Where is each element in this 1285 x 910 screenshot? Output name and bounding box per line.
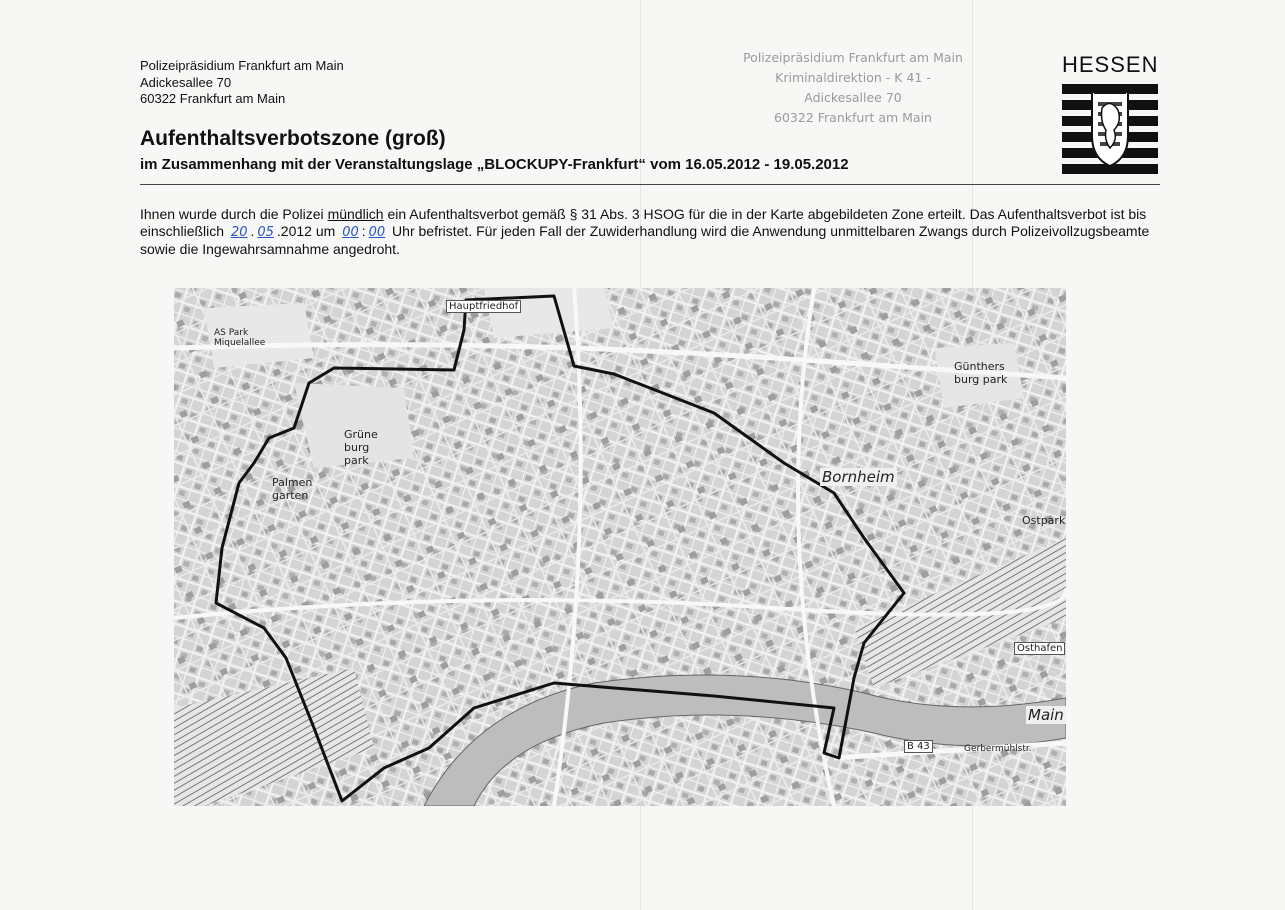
sender-address — [140, 58, 344, 108]
header-divider — [140, 184, 1160, 185]
map-label-b43: B 43 — [904, 740, 933, 753]
stamp-line-2: Kriminaldirektion - K 41 - — [775, 70, 931, 85]
map-label-bornheim: Bornheim — [822, 468, 895, 486]
sender-line-1: Polizeipräsidium Frankfurt am Main — [140, 58, 344, 73]
map-graphic — [174, 288, 1066, 806]
map-label-palmengarten: Palmen garten — [272, 476, 313, 502]
map-label-guenthersburg: Günthers burg park — [954, 360, 1008, 386]
handwritten-hour: 00 — [342, 225, 359, 240]
map-label-osthafen: Osthafen — [1014, 642, 1065, 655]
logo-text: HESSEN — [1062, 52, 1159, 77]
zone-map — [174, 288, 1066, 806]
sender-line-3: 60322 Frankfurt am Main — [140, 91, 286, 106]
time-separator: : — [361, 223, 366, 239]
page-title: Aufenthaltsverbotszone (groß) — [140, 127, 446, 150]
hessen-logo — [1062, 52, 1158, 181]
stamp-line-3: Adickesallee 70 — [804, 90, 902, 105]
page-subtitle: im Zusammenhang mit der Veranstaltungslage „BLOCKUPY-Frankfurt“ vom 16.05.2012 - 19.05.2012 — [140, 156, 849, 173]
sender-line-2: Adickesallee 70 — [140, 74, 232, 90]
handwritten-minute: 00 — [368, 225, 386, 240]
map-label-park: AS Park Miquelallee — [214, 328, 266, 348]
map-label-gerbermuehle: Gerbermühlstr. — [964, 744, 1032, 754]
handwritten-month: 05 — [257, 225, 274, 240]
map-label-ostpark: Ostpark — [1022, 514, 1066, 527]
notice-underlined-word: mündlich — [327, 206, 384, 222]
handwritten-day: 20 — [230, 225, 248, 240]
notice-part-1: Ihnen wurde durch die Polizei — [140, 206, 328, 222]
office-stamp — [708, 48, 998, 128]
notice-part-4: Uhr befristet. Für jeden Fall der Zuwiderhandlung wird die Anwendung unmittelbaren Zwangs durch Polizeivollzugsbeamte sowie die Ingewahrsamnahme angedroht. — [140, 223, 1150, 257]
map-label-main: Main — [1028, 706, 1064, 724]
stamp-line-4: 60322 Frankfurt am Main — [774, 110, 932, 125]
hessen-coat-of-arms-icon — [1062, 78, 1158, 176]
notice-part-3: .2012 um — [276, 223, 340, 239]
notice-text — [140, 206, 1150, 258]
map-label-gruene-burg: Grüne burg park — [344, 428, 378, 467]
notice-part-2: ein Aufenthaltsverbot gemäß § 31 Abs. 3 HSOG für die in der Karte abgebildeten Zone erteilt. Das Aufenthaltsverbot ist bis einschließlich — [140, 206, 1147, 239]
date-separator: . — [250, 223, 255, 239]
map-label-hauptfriedhof: Hauptfriedhof — [446, 300, 521, 313]
stamp-line-1: Polizeipräsidium Frankfurt am Main — [743, 50, 963, 65]
